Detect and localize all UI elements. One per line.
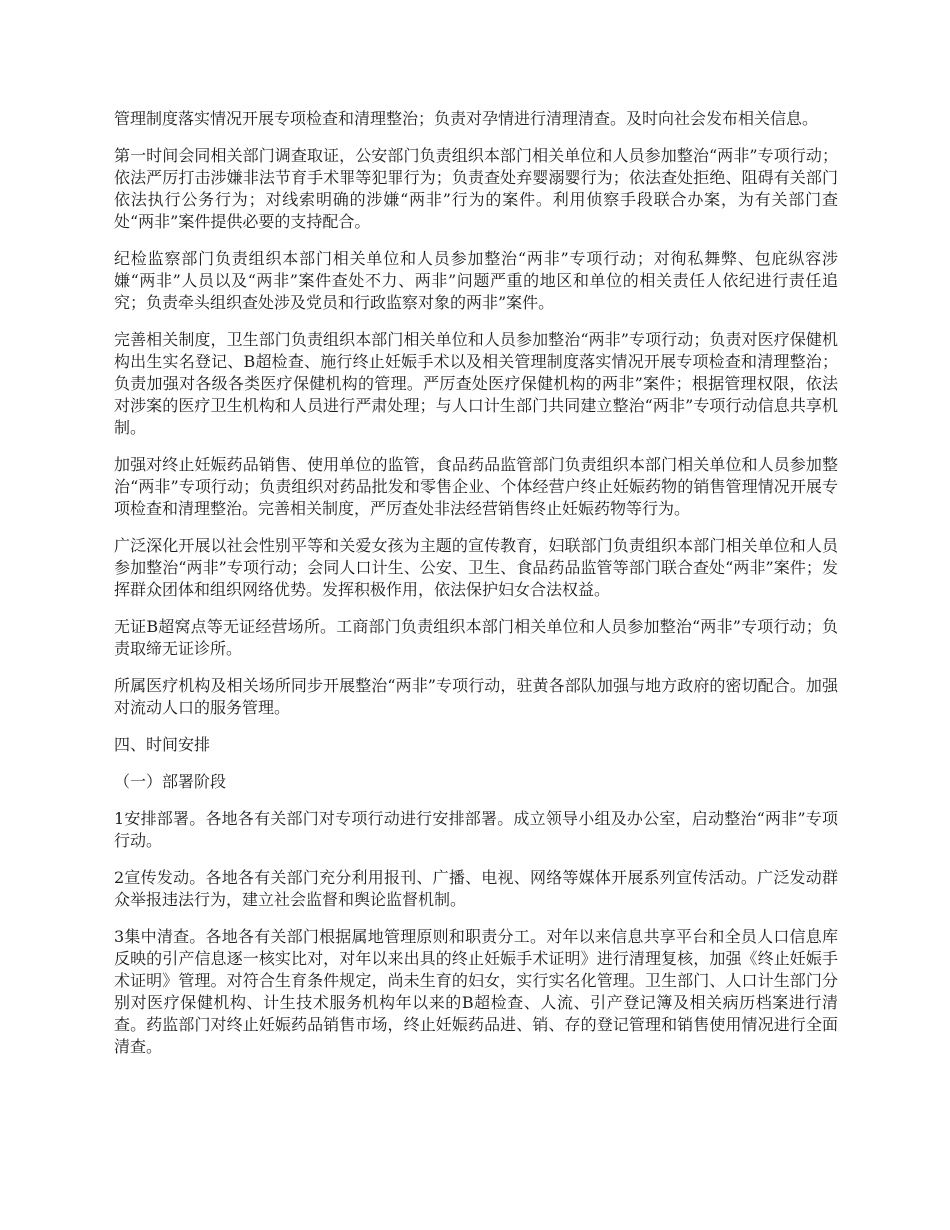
paragraph: 完善相关制度，卫生部门负责组织本部门相关单位和人员参加整治“两非”专项行动；负责对医疗保健机构出生实名登记、B超检查、施行终止妊娠手术以及相关管理制度落实情况开展专项检查和清理整治；负责加强对各级各类医疗保健机构的管理。严厉查处医疗保健机构的两非”案件；根据管理权限，依法对涉案的医疗卫生机构和人员进行严肃处理；与人口计生部门共同建立整治“两非”专项行动信息共享机制。 <box>114 330 838 437</box>
paragraph: 所属医疗机构及相关场所同步开展整治“两非”专项行动，驻黄各部队加强与地方政府的密切配合。加强对流动人口的服务管理。 <box>114 676 838 717</box>
paragraph: 1安排部署。各地各有关部门对专项行动进行安排部署。成立领导小组及办公室，启动整治“两非”专项行动。 <box>114 809 838 850</box>
document-body <box>114 108 838 1073</box>
paragraph: 第一时间会同相关部门调查取证，公安部门负责组织本部门相关单位和人员参加整治“两非”专项行动；依法严厉打击涉嫌非法节育手术罪等犯罪行为；负责查处弃婴溺婴行为；依法查处拒绝、阻碍有关部门依法执行公务行为；对线索明确的涉嫌“两非”行为的案件。利用侦察手段联合办案，为有关部门查处“两非”案件提供必要的支持配合。 <box>114 146 838 231</box>
paragraph: 3集中清查。各地各有关部门根据属地管理原则和职责分工。对年以来信息共享平台和全员人口信息库反映的引产信息逐一核实比对，对年以来出具的终止妊娠手术证明》进行清理复核，加强《终止妊娠手术证明》管理。对符合生育条件规定，尚未生育的妇女，实行实名化管理。卫生部门、人口计生部门分别对医疗保健机构、计生技术服务机构年以来的B超检查、人流、引产登记簿及相关病历档案进行清查。药监部门对终止妊娠药品销售市场，终止妊娠药品进、销、存的登记管理和销售使用情况进行全面清查。 <box>114 927 838 1056</box>
paragraph: 纪检监察部门负责组织本部门相关单位和人员参加整治“两非”专项行动；对徇私舞弊、包庇纵容涉嫌“两非”人员以及“两非”案件查处不力、两非”问题严重的地区和单位的相关责任人依纪进行责任追究；负责牵头组织查处涉及党员和行政监察对象的两非”案件。 <box>114 249 838 312</box>
paragraph: 无证B超窝点等无证经营场所。工商部门负责组织本部门相关单位和人员参加整治“两非”专项行动；负责取缔无证诊所。 <box>114 617 838 658</box>
paragraph: 管理制度落实情况开展专项检查和清理整治；负责对孕情进行清理清查。及时向社会发布相关信息。 <box>114 109 819 128</box>
paragraph: 2宣传发动。各地各有关部门充分利用报刊、广播、电视、网络等媒体开展系列宣传活动。广泛发动群众举报违法行为，建立社会监督和舆论监督机制。 <box>114 868 838 909</box>
subsection-heading: （一）部署阶段 <box>114 772 227 791</box>
section-heading: 四、时间安排 <box>114 735 211 754</box>
paragraph: 广泛深化开展以社会性别平等和关爱女孩为主题的宣传教育，妇联部门负责组织本部门相关单位和人员参加整治“两非”专项行动；会同人口计生、公安、卫生、食品药品监管等部门联合查处“两非”案件；发挥群众团体和组织网络优势。发挥积极作用，依法保护妇女合法权益。 <box>114 536 838 599</box>
paragraph: 加强对终止妊娠药品销售、使用单位的监管，食品药品监管部门负责组织本部门相关单位和人员参加整治“两非”专项行动；负责组织对药品批发和零售企业、个体经营户终止妊娠药物的销售管理情况开展专项检查和清理整治。完善相关制度，严厉查处非法经营销售终止妊娠药物等行为。 <box>114 455 838 518</box>
